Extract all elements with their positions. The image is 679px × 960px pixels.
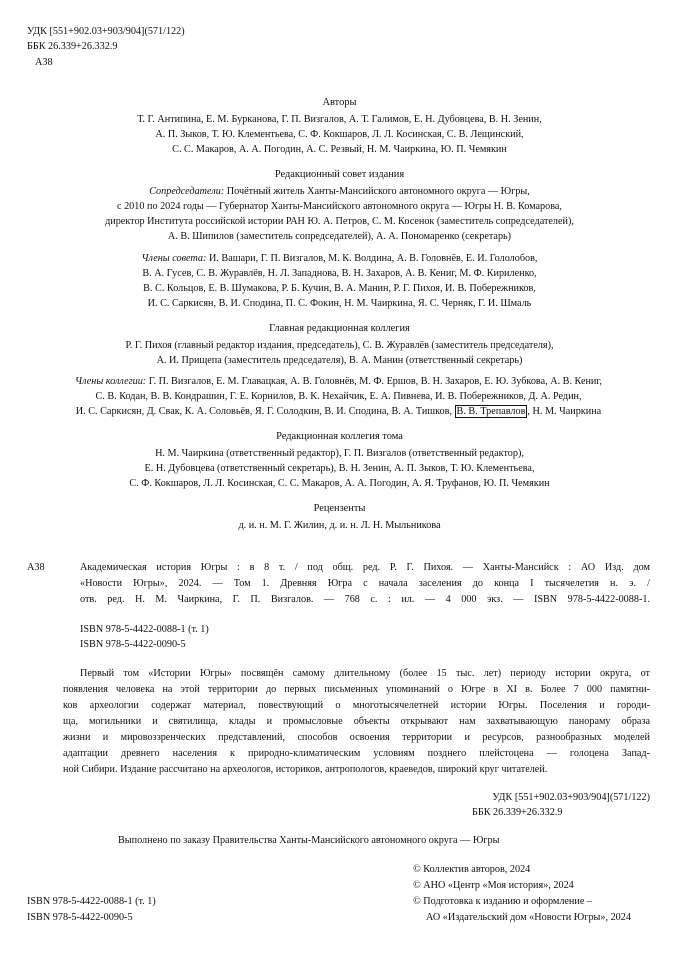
reviewers-line: д. и. н. М. Г. Жилин, д. и. н. Л. Н. Мыльникова xyxy=(238,520,441,531)
volume-board-line: Н. М. Чаиркина (ответственный редактор), Г. П. Визгалов (ответственный редактор), xyxy=(155,448,524,459)
council-heading: Редакционный совет издания xyxy=(274,169,405,180)
main-board-line: А. И. Прищепа (заместитель председателя), В. А. Манин (ответственный секретарь) xyxy=(156,355,523,366)
authors-line: А. П. Зыков, Т. Ю. Клементьева, С. Ф. Кокшаров, Л. Л. Косинская, С. В. Лещинский, xyxy=(155,129,524,140)
council-line: директор Института российской истории РАН Ю. А. Петров, С. М. Косенок (заместитель сопредседателей), xyxy=(105,216,574,227)
cochairs-label: Сопредседатели: xyxy=(149,186,225,197)
author-mark-top: А38 xyxy=(35,57,53,68)
board-members-text: Г. П. Визгалов, Е. М. Главацкая, А. В. Головнёв, М. Ф. Ершов, В. Н. Захаров, Е. Ю. Зубкова, А. В. Кениг, xyxy=(146,376,602,387)
board-members-text: И. С. Саркисян, Д. Свак, К. А. Соловьёв, Я. Г. Солодкин, В. И. Сподина, В. А. Тишков, xyxy=(75,406,452,417)
authors-line: С. С. Макаров, А. А. Погодин, А. С. Резвый, Н. М. Чаиркина, Ю. П. Чемякин xyxy=(172,144,507,155)
abstract-line: ной Сибири. Издание рассчитано на археологов, историков, антропологов, краеведов, широкий круг читателей. xyxy=(63,764,548,775)
council-cochairs-line xyxy=(0,185,679,198)
abstract-line: появления человека на этой территории до первых письменных упоминаний о Югре в XI в. Более 7 000 памятни- xyxy=(63,684,650,695)
volume-board-heading: Редакционная коллегия тома xyxy=(276,431,403,442)
abstract-line: ща, могильники и святилища, клады и промысловые объекты открывают нам захватывающую панораму образа xyxy=(63,716,650,727)
main-board-members-line: С. В. Кодан, В. В. Кондрашин, Г. Е. Корнилов, В. К. Нехайчик, Е. А. Пивнева, И. В. Побережников, Д. А. Редин, xyxy=(95,391,582,402)
council-line: А. В. Шипилов (заместитель сопредседателей), А. А. Пономаренко (секретарь) xyxy=(167,231,512,242)
cochairs-text: Почётный житель Ханты-Мансийского автономного округа — Югры, xyxy=(224,186,530,197)
board-members-label: Члены коллегии: xyxy=(75,376,147,387)
board-members-text: , Н. М. Чаиркина xyxy=(527,406,602,417)
abstract-line: адаптации древнего населения к природно-климатическим условиям позднего плейстоцена — голоцена Запад- xyxy=(63,748,650,759)
udk-code-top: УДК [551+902.03+903/904](571/122) xyxy=(27,26,185,37)
volume-board-line: Е. Н. Дубовцева (ответственный секретарь), В. Н. Зенин, А. П. Зыков, Т. Ю. Клементьева, xyxy=(144,463,535,474)
footer-isbn-series: ISBN 978-5-4422-0090-5 xyxy=(27,912,133,923)
members-text: И. Вашари, Г. П. Визгалов, М. К. Волдина, А. В. Головнёв, Е. И. Гололобов, xyxy=(206,253,538,264)
copyright-line: © Подготовка к изданию и оформление – xyxy=(413,896,592,907)
abstract-line: жизни и мировоззренческих представлений, способов освоения территории и ресурсов, разнообразных моделей xyxy=(63,732,650,743)
bibliographic-mark: А38 xyxy=(27,562,45,573)
main-board-heading: Главная редакционная коллегия xyxy=(269,323,410,334)
authors-line: Т. Г. Антипина, Е. М. Бурканова, Г. П. Визгалов, А. Т. Галимов, Е. Н. Дубовцева, В. Н. Зенин, xyxy=(137,114,542,125)
reviewers-heading: Рецензенты xyxy=(313,503,366,514)
council-line: с 2010 по 2024 годы — Губернатор Ханты-Мансийского автономного округа — Югры Н. В. Комарова, xyxy=(117,201,562,212)
main-board-members-line xyxy=(27,375,650,388)
main-board-line: Р. Г. Пихоя (главный редактор издания, председатель), С. В. Журавлёв (заместитель председателя), xyxy=(125,340,554,351)
abstract-line: Первый том «Истории Югры» посвящён самому длительному (более 15 тыс. лет) периоду истории округа, от xyxy=(80,668,650,679)
udk-code-bottom: УДК [551+902.03+903/904](571/122) xyxy=(492,792,650,803)
bibliographic-line: «Новости Югры», 2024. — Том 1. Древняя Югра с начала заселения до конца I тысячелетия н. э. / xyxy=(80,578,650,589)
footer-isbn-volume: ISBN 978-5-4422-0088-1 (т. 1) xyxy=(27,896,156,907)
main-board-members-line xyxy=(27,405,650,418)
abstract-line: ков археологии содержат материал, повествующий о многотысячелетней истории Югры. Поселения и городи- xyxy=(63,700,650,711)
isbn-volume: ISBN 978-5-4422-0088-1 (т. 1) xyxy=(80,624,209,635)
members-label: Члены совета: xyxy=(141,253,207,264)
council-members-line: И. С. Саркисян, В. И. Сподина, П. С. Фокин, Н. М. Чаиркина, Я. С. Черняк, Г. И. Шмаль xyxy=(147,298,532,309)
council-members-line: В. А. Гусев, С. В. Журавлёв, Н. Л. Западнова, В. Н. Захаров, А. В. Кениг, М. Ф. Кириленко, xyxy=(142,268,537,279)
volume-board-line: С. Ф. Кокшаров, Л. Л. Косинская, С. С. Макаров, А. А. Погодин, А. Я. Труфанов, Ю. П. Чемякин xyxy=(129,478,550,489)
highlighted-name-box: В. В. Трепавлов xyxy=(456,406,526,417)
council-members-line xyxy=(0,252,679,265)
bbk-code-bottom: ББК 26.339+26.332.9 xyxy=(472,807,563,818)
council-members-line: В. С. Кольцов, Е. В. Шумакова, Р. Б. Кучин, В. А. Манин, Р. Г. Пихоя, И. В. Побережников, xyxy=(143,283,536,294)
copyright-line: © АНО «Центр «Моя история», 2024 xyxy=(413,880,574,891)
bibliographic-line: Академическая история Югры : в 8 т. / под общ. ред. Р. Г. Пихоя. — Ханты-Мансийск : АО Изд. дом xyxy=(80,562,650,573)
bbk-code-top: ББК 26.339+26.332.9 xyxy=(27,41,118,52)
bibliographic-line: отв. ред. Н. М. Чаиркина, Г. П. Визгалов. — 768 с. : ил. — 4 000 экз. — ISBN 978-5-4422-0088-1. xyxy=(80,594,650,605)
copyright-line: © Коллектив авторов, 2024 xyxy=(413,864,531,875)
isbn-series: ISBN 978-5-4422-0090-5 xyxy=(80,639,186,650)
commissioned-note: Выполнено по заказу Правительства Ханты-Мансийского автономного округа — Югры xyxy=(118,835,500,846)
copyright-line: АО «Издательский дом «Новости Югры», 2024 xyxy=(426,912,631,923)
authors-heading: Авторы xyxy=(322,97,357,108)
